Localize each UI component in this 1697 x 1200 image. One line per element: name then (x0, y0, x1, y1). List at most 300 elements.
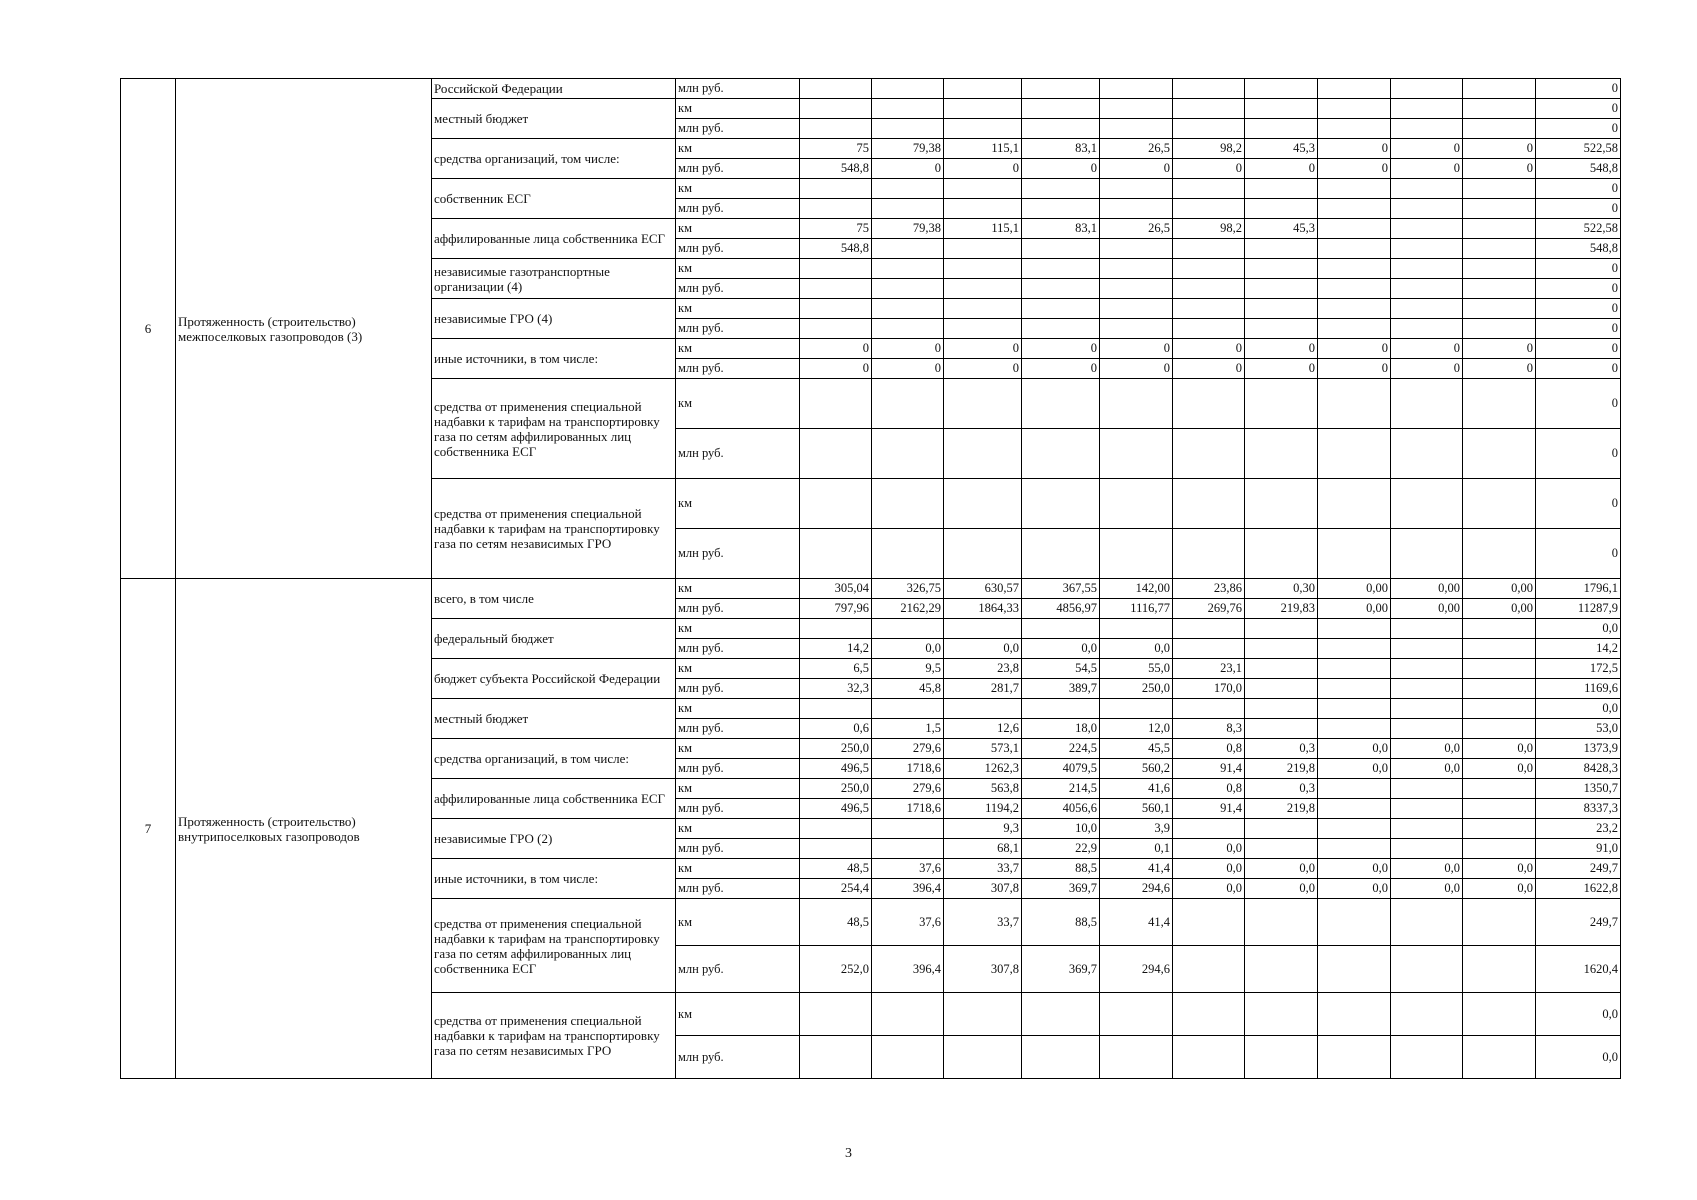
value-cell (1173, 479, 1245, 529)
value-cell (1100, 1036, 1173, 1079)
value-cell: 0 (872, 359, 944, 379)
total-cell: 0 (1536, 199, 1621, 219)
value-cell: 45,3 (1245, 219, 1318, 239)
value-cell (1391, 839, 1463, 859)
total-cell: 0,0 (1536, 1036, 1621, 1079)
value-cell (1173, 1036, 1245, 1079)
total-cell: 0 (1536, 179, 1621, 199)
value-cell (1463, 699, 1536, 719)
value-cell (944, 99, 1022, 119)
value-cell: 0,0 (944, 639, 1022, 659)
value-cell: 12,6 (944, 719, 1022, 739)
value-cell (1463, 279, 1536, 299)
value-cell: 79,38 (872, 139, 944, 159)
value-cell (944, 429, 1022, 479)
value-cell: 0 (872, 159, 944, 179)
total-cell: 249,7 (1536, 859, 1621, 879)
value-cell (1318, 299, 1391, 319)
value-cell: 0,3 (1245, 739, 1318, 759)
value-cell: 279,6 (872, 739, 944, 759)
value-cell: 0 (1245, 159, 1318, 179)
value-cell (1100, 99, 1173, 119)
value-cell: 8,3 (1173, 719, 1245, 739)
value-cell (1463, 799, 1536, 819)
value-cell (944, 199, 1022, 219)
total-cell: 548,8 (1536, 239, 1621, 259)
value-cell (1463, 639, 1536, 659)
unit-cell: млн руб. (676, 279, 800, 299)
value-cell (1318, 529, 1391, 579)
value-cell (1100, 699, 1173, 719)
value-cell (1173, 259, 1245, 279)
value-cell (872, 199, 944, 219)
value-cell (1318, 319, 1391, 339)
unit-cell: млн руб. (676, 239, 800, 259)
value-cell: 75 (800, 139, 872, 159)
total-cell: 0 (1536, 299, 1621, 319)
value-cell (872, 99, 944, 119)
value-cell (1173, 239, 1245, 259)
value-cell: 4856,97 (1022, 599, 1100, 619)
value-cell: 83,1 (1022, 139, 1100, 159)
total-cell: 8337,3 (1536, 799, 1621, 819)
value-cell (1100, 529, 1173, 579)
value-cell (1245, 529, 1318, 579)
value-cell (1391, 299, 1463, 319)
value-cell: 0 (1391, 339, 1463, 359)
value-cell (800, 199, 872, 219)
total-cell: 8428,3 (1536, 759, 1621, 779)
value-cell (1022, 79, 1100, 99)
value-cell (1022, 699, 1100, 719)
value-cell (872, 379, 944, 429)
value-cell (872, 79, 944, 99)
value-cell (1173, 119, 1245, 139)
page-number: 3 (845, 1146, 852, 1161)
unit-cell: млн руб. (676, 719, 800, 739)
value-cell (1022, 529, 1100, 579)
total-cell: 0 (1536, 319, 1621, 339)
unit-cell: км (676, 659, 800, 679)
unit-cell: км (676, 299, 800, 319)
value-cell: 75 (800, 219, 872, 239)
total-cell: 0,0 (1536, 699, 1621, 719)
value-cell (872, 319, 944, 339)
value-cell (1100, 179, 1173, 199)
value-cell (1463, 779, 1536, 799)
value-cell: 548,8 (800, 239, 872, 259)
unit-cell: млн руб. (676, 359, 800, 379)
value-cell: 23,8 (944, 659, 1022, 679)
value-cell (1245, 699, 1318, 719)
value-cell: 0 (1391, 359, 1463, 379)
value-cell: 279,6 (872, 779, 944, 799)
value-cell (1318, 946, 1391, 993)
value-cell: 0,0 (1463, 739, 1536, 759)
value-cell (1245, 1036, 1318, 1079)
unit-cell: км (676, 259, 800, 279)
value-cell: 0 (1100, 159, 1173, 179)
value-cell (944, 479, 1022, 529)
unit-cell: млн руб. (676, 429, 800, 479)
total-cell: 11287,9 (1536, 599, 1621, 619)
value-cell: 0 (944, 359, 1022, 379)
value-cell (872, 279, 944, 299)
total-cell: 0 (1536, 279, 1621, 299)
value-cell (1022, 993, 1100, 1036)
value-cell: 33,7 (944, 899, 1022, 946)
value-cell: 560,2 (1100, 759, 1173, 779)
value-cell: 4079,5 (1022, 759, 1100, 779)
value-cell: 0,0 (1318, 859, 1391, 879)
value-cell (800, 319, 872, 339)
value-cell (1245, 619, 1318, 639)
value-cell: 6,5 (800, 659, 872, 679)
value-cell: 32,3 (800, 679, 872, 699)
funding-source: местный бюджет (432, 699, 676, 739)
total-cell: 0 (1536, 339, 1621, 359)
value-cell (1100, 619, 1173, 639)
value-cell: 0,30 (1245, 579, 1318, 599)
unit-cell: км (676, 379, 800, 429)
table-row (121, 79, 1621, 99)
unit-cell: млн руб. (676, 799, 800, 819)
value-cell (1463, 119, 1536, 139)
funding-source: всего, в том числе (432, 579, 676, 619)
value-cell: 214,5 (1022, 779, 1100, 799)
value-cell (800, 1036, 872, 1079)
value-cell (944, 259, 1022, 279)
value-cell (1173, 619, 1245, 639)
value-cell: 48,5 (800, 859, 872, 879)
value-cell (1318, 619, 1391, 639)
value-cell (1245, 279, 1318, 299)
value-cell (1318, 119, 1391, 139)
value-cell: 45,5 (1100, 739, 1173, 759)
value-cell: 0 (800, 339, 872, 359)
value-cell: 573,1 (944, 739, 1022, 759)
value-cell: 0,0 (1022, 639, 1100, 659)
value-cell: 0,0 (1391, 879, 1463, 899)
value-cell (1173, 429, 1245, 479)
value-cell (1318, 379, 1391, 429)
total-cell: 0 (1536, 79, 1621, 99)
total-cell: 23,2 (1536, 819, 1621, 839)
value-cell: 0 (800, 359, 872, 379)
value-cell (1173, 819, 1245, 839)
value-cell (1100, 79, 1173, 99)
unit-cell: млн руб. (676, 759, 800, 779)
section-index: 6 (121, 79, 176, 579)
funding-source: бюджет субъекта Российской Федерации (432, 659, 676, 699)
value-cell (872, 259, 944, 279)
total-cell: 0 (1536, 359, 1621, 379)
value-cell (1318, 779, 1391, 799)
value-cell: 0 (1022, 159, 1100, 179)
value-cell: 48,5 (800, 899, 872, 946)
value-cell: 0 (1022, 339, 1100, 359)
value-cell: 396,4 (872, 879, 944, 899)
value-cell (1391, 699, 1463, 719)
value-cell: 0 (1318, 359, 1391, 379)
value-cell: 0 (1463, 159, 1536, 179)
value-cell: 0 (1463, 339, 1536, 359)
value-cell: 0,0 (1100, 639, 1173, 659)
value-cell (1391, 799, 1463, 819)
value-cell (1100, 239, 1173, 259)
funding-source: аффилированные лица собственника ЕСГ (432, 219, 676, 259)
value-cell (1318, 639, 1391, 659)
value-cell: 560,1 (1100, 799, 1173, 819)
value-cell: 219,83 (1245, 599, 1318, 619)
total-cell: 1169,6 (1536, 679, 1621, 699)
value-cell (1022, 619, 1100, 639)
value-cell: 305,04 (800, 579, 872, 599)
value-cell: 496,5 (800, 799, 872, 819)
unit-cell: км (676, 139, 800, 159)
value-cell: 224,5 (1022, 739, 1100, 759)
value-cell (944, 279, 1022, 299)
total-cell: 522,58 (1536, 139, 1621, 159)
value-cell: 0 (1463, 359, 1536, 379)
funding-source: Российской Федерации (432, 79, 676, 99)
value-cell (1022, 279, 1100, 299)
value-cell (800, 479, 872, 529)
value-cell (944, 529, 1022, 579)
unit-cell: км (676, 579, 800, 599)
funding-source: средства организаций, том числе: (432, 139, 676, 179)
value-cell: 22,9 (1022, 839, 1100, 859)
value-cell: 250,0 (800, 779, 872, 799)
value-cell (1100, 479, 1173, 529)
value-cell (1022, 179, 1100, 199)
value-cell (1100, 279, 1173, 299)
value-cell (1245, 479, 1318, 529)
value-cell (1318, 79, 1391, 99)
value-cell: 45,3 (1245, 139, 1318, 159)
funding-source: аффилированные лица собственника ЕСГ (432, 779, 676, 819)
value-cell (1022, 429, 1100, 479)
value-cell (944, 79, 1022, 99)
value-cell: 294,6 (1100, 946, 1173, 993)
value-cell: 26,5 (1100, 139, 1173, 159)
value-cell (872, 479, 944, 529)
value-cell (872, 839, 944, 859)
value-cell: 98,2 (1173, 139, 1245, 159)
unit-cell: км (676, 993, 800, 1036)
value-cell: 369,7 (1022, 879, 1100, 899)
total-cell: 1620,4 (1536, 946, 1621, 993)
value-cell: 630,57 (944, 579, 1022, 599)
value-cell: 0 (1391, 139, 1463, 159)
value-cell (1463, 619, 1536, 639)
unit-cell: км (676, 699, 800, 719)
value-cell: 0,6 (800, 719, 872, 739)
value-cell: 548,8 (800, 159, 872, 179)
value-cell (1245, 679, 1318, 699)
value-cell: 41,4 (1100, 899, 1173, 946)
value-cell: 0,8 (1173, 779, 1245, 799)
value-cell (1391, 79, 1463, 99)
value-cell: 0,8 (1173, 739, 1245, 759)
total-cell: 0 (1536, 379, 1621, 429)
value-cell (944, 299, 1022, 319)
value-cell (1391, 239, 1463, 259)
unit-cell: км (676, 339, 800, 359)
value-cell: 0,0 (1391, 759, 1463, 779)
value-cell (1463, 179, 1536, 199)
value-cell (800, 619, 872, 639)
unit-cell: км (676, 859, 800, 879)
value-cell (800, 429, 872, 479)
value-cell (944, 699, 1022, 719)
value-cell: 0,00 (1318, 599, 1391, 619)
total-cell: 14,2 (1536, 639, 1621, 659)
value-cell (1245, 719, 1318, 739)
value-cell: 367,55 (1022, 579, 1100, 599)
value-cell (1318, 219, 1391, 239)
value-cell: 0 (944, 339, 1022, 359)
value-cell (872, 819, 944, 839)
value-cell (1463, 819, 1536, 839)
value-cell: 254,4 (800, 879, 872, 899)
total-cell: 1373,9 (1536, 739, 1621, 759)
value-cell (1391, 179, 1463, 199)
value-cell: 37,6 (872, 859, 944, 879)
value-cell: 79,38 (872, 219, 944, 239)
value-cell: 115,1 (944, 139, 1022, 159)
value-cell (1245, 819, 1318, 839)
value-cell (1022, 99, 1100, 119)
value-cell: 0 (1318, 159, 1391, 179)
funding-source: иные источники, в том числе: (432, 339, 676, 379)
value-cell: 45,8 (872, 679, 944, 699)
total-cell: 548,8 (1536, 159, 1621, 179)
value-cell: 0,0 (1173, 839, 1245, 859)
value-cell: 91,4 (1173, 759, 1245, 779)
value-cell (1391, 429, 1463, 479)
total-cell: 1622,8 (1536, 879, 1621, 899)
value-cell: 142,00 (1100, 579, 1173, 599)
total-cell: 0 (1536, 479, 1621, 529)
value-cell (1463, 993, 1536, 1036)
value-cell: 396,4 (872, 946, 944, 993)
value-cell (1391, 119, 1463, 139)
value-cell (1463, 679, 1536, 699)
total-cell: 172,5 (1536, 659, 1621, 679)
value-cell: 170,0 (1173, 679, 1245, 699)
value-cell: 0,0 (1463, 859, 1536, 879)
funding-source: федеральный бюджет (432, 619, 676, 659)
total-cell: 0 (1536, 259, 1621, 279)
value-cell (1391, 719, 1463, 739)
value-cell (1245, 946, 1318, 993)
total-cell: 0 (1536, 119, 1621, 139)
value-cell (1318, 199, 1391, 219)
value-cell: 9,5 (872, 659, 944, 679)
total-cell: 1796,1 (1536, 579, 1621, 599)
unit-cell: млн руб. (676, 839, 800, 859)
funding-source: независимые ГРО (2) (432, 819, 676, 859)
value-cell (1318, 479, 1391, 529)
value-cell (1173, 946, 1245, 993)
value-cell (1100, 259, 1173, 279)
value-cell (872, 993, 944, 1036)
value-cell (1318, 1036, 1391, 1079)
value-cell: 14,2 (800, 639, 872, 659)
funding-source: местный бюджет (432, 99, 676, 139)
value-cell (1173, 899, 1245, 946)
value-cell (1173, 199, 1245, 219)
value-cell: 98,2 (1173, 219, 1245, 239)
value-cell: 0 (1100, 339, 1173, 359)
value-cell (1318, 699, 1391, 719)
value-cell (1318, 279, 1391, 299)
value-cell (1022, 379, 1100, 429)
value-cell (1318, 719, 1391, 739)
value-cell (1245, 379, 1318, 429)
value-cell (1173, 279, 1245, 299)
value-cell: 369,7 (1022, 946, 1100, 993)
value-cell: 0,0 (1391, 859, 1463, 879)
value-cell (1245, 79, 1318, 99)
value-cell: 0,00 (1463, 599, 1536, 619)
value-cell (1391, 199, 1463, 219)
value-cell: 3,9 (1100, 819, 1173, 839)
value-cell (1100, 299, 1173, 319)
value-cell: 0 (1391, 159, 1463, 179)
value-cell (1463, 239, 1536, 259)
value-cell: 219,8 (1245, 799, 1318, 819)
value-cell: 1194,2 (944, 799, 1022, 819)
value-cell (1318, 799, 1391, 819)
value-cell: 0,00 (1318, 579, 1391, 599)
value-cell (944, 1036, 1022, 1079)
value-cell: 0,0 (1245, 879, 1318, 899)
value-cell (872, 299, 944, 319)
value-cell (1245, 99, 1318, 119)
value-cell: 23,1 (1173, 659, 1245, 679)
value-cell (1100, 199, 1173, 219)
value-cell (1022, 259, 1100, 279)
value-cell: 54,5 (1022, 659, 1100, 679)
value-cell: 12,0 (1100, 719, 1173, 739)
value-cell (1463, 199, 1536, 219)
total-cell: 1350,7 (1536, 779, 1621, 799)
value-cell: 4056,6 (1022, 799, 1100, 819)
value-cell (1100, 119, 1173, 139)
value-cell (800, 79, 872, 99)
value-cell (800, 839, 872, 859)
value-cell (1463, 379, 1536, 429)
unit-cell: км (676, 779, 800, 799)
value-cell: 0 (1173, 339, 1245, 359)
value-cell: 0,0 (1173, 859, 1245, 879)
value-cell: 0,00 (1463, 579, 1536, 599)
value-cell (1391, 779, 1463, 799)
value-cell: 1262,3 (944, 759, 1022, 779)
value-cell: 1,5 (872, 719, 944, 739)
value-cell (1391, 993, 1463, 1036)
value-cell (1391, 279, 1463, 299)
value-cell (1318, 839, 1391, 859)
value-cell (800, 529, 872, 579)
value-cell (1100, 993, 1173, 1036)
value-cell: 88,5 (1022, 859, 1100, 879)
value-cell (944, 379, 1022, 429)
value-cell: 68,1 (944, 839, 1022, 859)
value-cell: 0,3 (1245, 779, 1318, 799)
